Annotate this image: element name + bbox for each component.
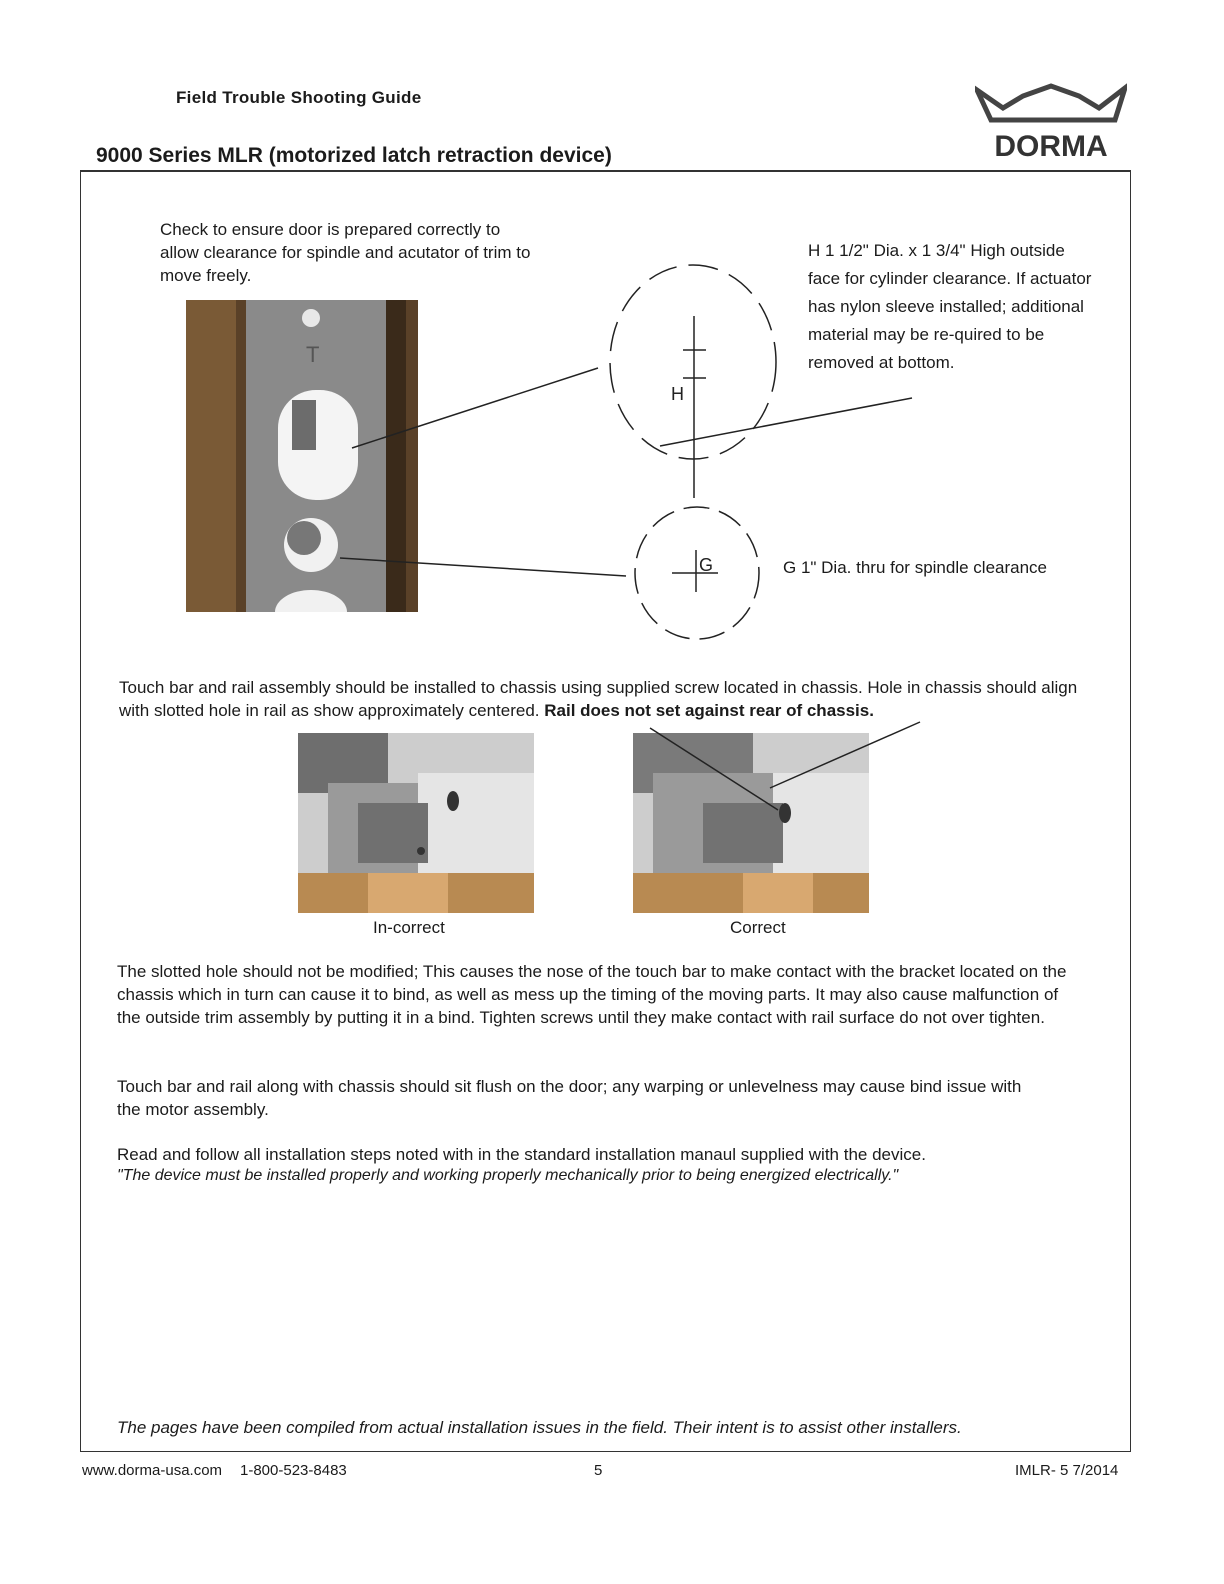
h-hole-spec: H 1 1/2" Dia. x 1 3/4" High outside face for cylinder clearance. If actuator has nylon sleeve installed; additional material may be re-quired to be removed at bottom. [808, 241, 1092, 372]
correct-photo [633, 733, 869, 913]
incorrect-photo [298, 733, 534, 913]
energize-quote: "The device must be installed properly and working properly mechanically prior to being energized electrically." [117, 1167, 899, 1184]
installation-steps-paragraph: Read and follow all installation steps noted with in the standard installation manaul supplied with the device. [117, 1145, 926, 1164]
touch-bar-text: Touch bar and rail assembly should be installed to chassis using supplied screw located in chassis. Hole in chassis should align with slotted hole in rail as show approximately centered. [119, 678, 1078, 720]
caption-incorrect: In-correct [373, 918, 445, 937]
page-number: 5 [594, 1462, 603, 1479]
footer-website: www.dorma-usa.com [82, 1462, 223, 1479]
series-title: 9000 Series MLR (motorized latch retraction device) [96, 144, 612, 167]
compiled-note: The pages have been compiled from actual installation issues in the field. Their intent is to assist other installers. [117, 1418, 962, 1437]
svg-text:DORMA: DORMA [994, 130, 1108, 162]
touch-bar-instruction [119, 676, 1099, 722]
document-code: IMLR- 5 7/2014 [1015, 1462, 1119, 1479]
guide-title: Field Trouble Shooting Guide [176, 88, 422, 107]
touch-bar-warning: Rail does not set against rear of chassis. [544, 701, 874, 720]
svg-text:T: T [306, 342, 320, 367]
g-hole-spec: G 1" Dia. thru for spindle clearance [783, 558, 1047, 577]
h-label: H [671, 384, 684, 404]
caption-correct: Correct [730, 918, 786, 937]
footer-phone: 1-800-523-8483 [240, 1462, 347, 1479]
g-label: G [699, 555, 714, 575]
door-prep-instruction: Check to ensure door is prepared correctly to allow clearance for spindle and acutator of trim to move freely. [160, 220, 531, 285]
flush-mount-paragraph: Touch bar and rail along with chassis should sit flush on the door; any warping or unlevelness may cause bind issue with the motor assembly. [117, 1077, 1022, 1119]
dorma-logo [975, 82, 1127, 162]
slotted-hole-paragraph: The slotted hole should not be modified; This causes the nose of the touch bar to make contact with the bracket located on the chassis which in turn can cause it to bind, as well as mess up the timing of the moving parts. It may also cause malfunction of the outside trim assembly by putting it in a bind. Tighten screws until they make contact with rail surface do not over tighten. [117, 962, 1067, 1027]
door-prep-photo [186, 300, 418, 612]
crown-icon [975, 82, 1127, 162]
